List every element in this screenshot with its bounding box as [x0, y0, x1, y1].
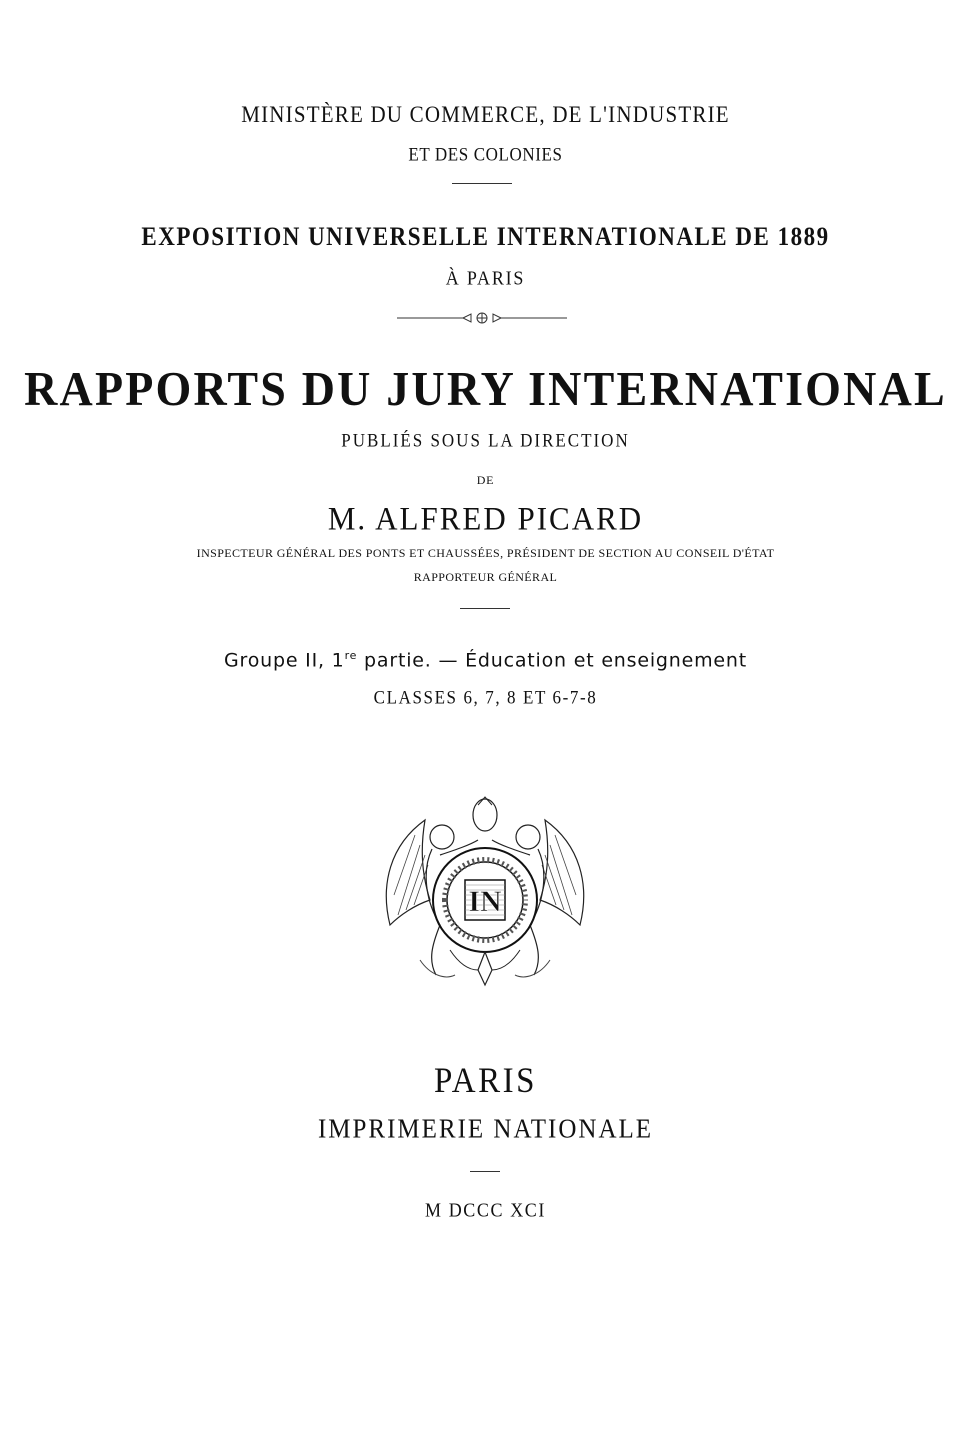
director-role-line-1: INSPECTEUR GÉNÉRAL DES PONTS ET CHAUSSÉES, PRÉSIDENT DE SECTION AU CONSEIL D'ÉTAT	[196, 546, 775, 560]
published-under: PUBLIÉS SOUS LA DIRECTION	[341, 429, 630, 452]
report-title: RAPPORTS DU JURY INTERNATIONAL	[24, 361, 947, 416]
exposition-location: À PARIS	[445, 266, 526, 290]
groupe-prefix: Groupe II, 1	[224, 649, 345, 672]
imprint-printer: IMPRIMERIE NATIONALE	[317, 1114, 654, 1145]
ministry-line-2: ET DES COLONIES	[408, 143, 563, 166]
groupe-suffix: partie. — Éducation et enseignement	[357, 649, 747, 672]
imprimerie-nationale-emblem-icon	[370, 775, 600, 1005]
classes-line: CLASSES 6, 7, 8 ET 6-7-8	[373, 686, 598, 709]
divider-rule	[470, 1171, 500, 1172]
de-label: DE	[476, 473, 495, 487]
groupe-heading	[0, 649, 971, 671]
director-name: M. ALFRED PICARD	[327, 500, 644, 537]
groupe-superscript: re	[344, 649, 358, 662]
ornament-divider-icon	[395, 310, 570, 326]
emblem-letters: IN	[468, 885, 502, 918]
imprint-year: M DCCC XCI	[424, 1198, 547, 1221]
ministry-line-1: MINISTÈRE DU COMMERCE, DE L'INDUSTRIE	[241, 100, 730, 128]
divider-rule	[460, 608, 510, 609]
divider-rule	[452, 183, 512, 184]
director-role-line-2: RAPPORTEUR GÉNÉRAL	[413, 570, 558, 584]
exposition-title: EXPOSITION UNIVERSELLE INTERNATIONALE DE 1889	[141, 222, 830, 251]
imprint-city: PARIS	[433, 1061, 537, 1101]
